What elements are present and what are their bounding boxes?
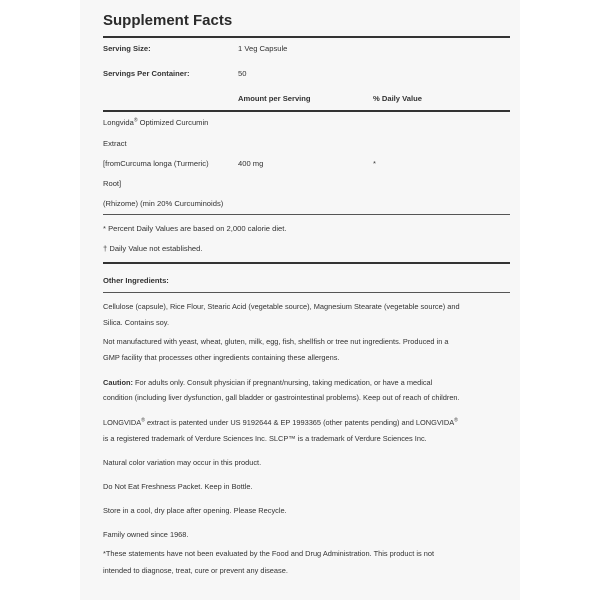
ingredient-name-line4: Root] [103,179,122,188]
caution-label: Caution: [103,378,133,387]
daily-value-header: % Daily Value [373,94,422,103]
family-owned-note: Family owned since 1968. [103,530,189,539]
amount-per-serving-header: Amount per Serving [238,94,311,103]
ingredient-name-line5: (Rhizome) (min 20% Curcuminoids) [103,199,224,208]
facts-bottom-divider [103,262,510,264]
caution-line1: Caution: For adults only. Consult physician if pregnant/nursing, taking medication, or have a medical [103,378,433,387]
servings-per-container-label: Servings Per Container: [103,69,190,78]
serving-size-label: Serving Size: [103,44,151,53]
other-ingredients-heading: Other Ingredients: [103,276,169,285]
storage-note: Store in a cool, dry place after opening. Please Recycle. [103,506,287,515]
other-ingredients-line2: Silica. Contains soy. [103,318,169,327]
title-divider [103,36,510,38]
ingredient-amount: 400 mg [238,159,264,168]
ingredient-name-line2: Extract [103,139,127,148]
facts-title: Supplement Facts [103,12,233,29]
ingredient-name-line3: [fromCurcuma longa (Turmeric) [103,159,209,168]
serving-size-value: 1 Veg Capsule [238,44,288,53]
ingredient-name-line1: Longvida® Optimized Curcumin [103,117,209,127]
ingredient-divider [103,214,510,215]
caution-line2: condition (including liver dysfunction, gall bladder or gastrointestinal problems). Keep out of reach of children. [103,393,460,402]
allergen-line1: Not manufactured with yeast, wheat, gluten, milk, egg, fish, shellfish or tree nut ingredients. Produced in a [103,337,449,346]
footnote-not-established: † Daily Value not established. [103,244,203,253]
freshness-packet-note: Do Not Eat Freshness Packet. Keep in Bottle. [103,482,253,491]
fda-disclaimer-line2: intended to diagnose, treat, cure or prevent any disease. [103,566,288,575]
ingredient-daily-value: * [373,159,376,168]
allergen-line2: GMP facility that processes other ingredients containing these allergens. [103,353,340,362]
other-ingredients-divider [103,292,510,293]
other-ingredients-line1: Cellulose (capsule), Rice Flour, Stearic Acid (vegetable source), Magnesium Stearate (vegetable source) and [103,302,460,311]
fda-disclaimer-line1: *These statements have not been evaluated by the Food and Drug Administration. This product is not [103,549,434,558]
footnote-daily-values: * Percent Daily Values are based on 2,000 calorie diet. [103,224,287,233]
header-divider [103,110,510,112]
patent-line2: is a registered trademark of Verdure Sciences Inc. SLCP™ is a trademark of Verdure Sciences Inc. [103,434,427,443]
servings-per-container-value: 50 [238,69,247,78]
natural-color-note: Natural color variation may occur in this product. [103,458,262,467]
patent-line1: LONGVIDA® extract is patented under US 9192644 & EP 1993365 (other patents pending) and LONGVIDA® [103,417,458,427]
